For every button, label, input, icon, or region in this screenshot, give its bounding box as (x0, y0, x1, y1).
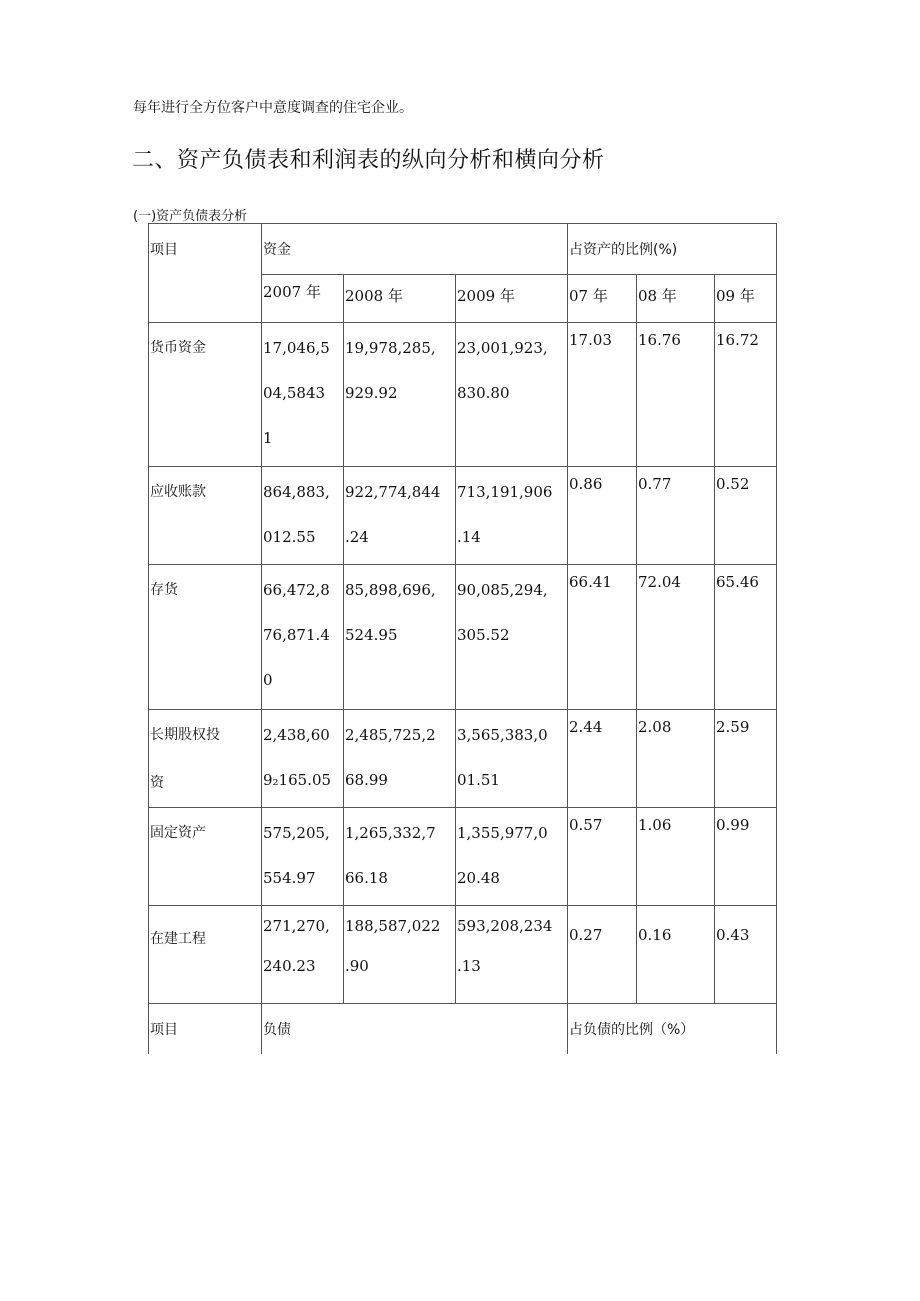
row-item: 在建工程 (150, 931, 206, 947)
ratio-year-09: 09 年 (715, 275, 777, 323)
row-ratio-09: 2.59 (716, 718, 750, 736)
year-2007: 2007 年 (262, 275, 344, 323)
row-item: 长期股权投 资 (150, 727, 220, 791)
header-funds-cell: 资金 (262, 224, 568, 275)
row-value-2007: 271,270, 240.23 (263, 917, 330, 975)
row-ratio-08: 72.04 (638, 573, 681, 591)
footer-ratio-cell: 占负债的比例（%） (569, 1022, 695, 1038)
row-ratio-09: 65.46 (716, 573, 759, 591)
row-value-2009: 1,355,977,0 20.48 (457, 824, 548, 887)
year-2008: 2008 年 (344, 275, 456, 323)
row-value-2007: 66,472,8 76,871.4 0 (263, 581, 330, 689)
table-row (149, 323, 777, 467)
row-ratio-07: 0.86 (569, 475, 603, 493)
table-row (149, 565, 777, 710)
liabilities-header-row (149, 1004, 777, 1054)
row-value-2009: 90,085,294, 305.52 (457, 581, 548, 644)
table-row (149, 710, 777, 808)
row-value-2007: 17,046,5 04,5843 1 (263, 339, 330, 447)
row-item: 存货 (150, 582, 178, 598)
row-ratio-07: 2.44 (569, 718, 603, 736)
ratio-year-07: 07 年 (568, 275, 637, 323)
ratio-year-08: 08 年 (637, 275, 715, 323)
year-2009: 2009 年 (456, 275, 568, 323)
row-ratio-08: 0.77 (638, 475, 672, 493)
table-row (149, 808, 777, 906)
table-header-row (149, 224, 777, 275)
balance-sheet-table (148, 223, 777, 1054)
row-ratio-08: 1.06 (638, 816, 672, 834)
row-value-2009: 713,191,906 .14 (457, 483, 553, 546)
table-row (149, 906, 777, 1004)
row-ratio-07: 0.57 (569, 816, 603, 834)
row-ratio-09: 0.52 (716, 475, 750, 493)
row-value-2007: 2,438,60 9₂165.05 (263, 726, 332, 789)
row-value-2009: 3,565,383,0 01.51 (457, 726, 548, 789)
table-row (149, 467, 777, 565)
row-value-2009: 23,001,923, 830.80 (457, 339, 548, 402)
intro-paragraph: 每年进行全方位客户中意度调查的住宅企业。 (133, 100, 413, 116)
row-ratio-09: 0.43 (716, 926, 750, 944)
row-value-2007: 575,205, 554.97 (263, 824, 330, 887)
row-ratio-08: 2.08 (638, 718, 672, 736)
row-item: 固定资产 (150, 825, 206, 841)
row-value-2009: 593,208,234 .13 (457, 917, 553, 975)
row-ratio-09: 16.72 (716, 331, 759, 349)
row-ratio-08: 0.16 (638, 926, 672, 944)
row-value-2008: 1,265,332,7 66.18 (345, 824, 436, 887)
subsection-title: (一)资产负债表分析 (133, 209, 248, 224)
row-ratio-07: 17.03 (569, 331, 612, 349)
row-ratio-09: 0.99 (716, 816, 750, 834)
row-value-2008: 85,898,696, 524.95 (345, 581, 436, 644)
row-ratio-08: 16.76 (638, 331, 681, 349)
row-value-2008: 19,978,285, 929.92 (345, 339, 436, 402)
row-value-2008: 2,485,725,2 68.99 (345, 726, 436, 789)
row-value-2007: 864,883, 012.55 (263, 483, 330, 546)
row-ratio-07: 66.41 (569, 573, 612, 591)
footer-liab-cell: 负债 (263, 1022, 291, 1038)
row-ratio-07: 0.27 (569, 926, 603, 944)
header-item-cell: 项目 (149, 224, 262, 323)
row-value-2008: 188,587,022 .90 (345, 917, 441, 975)
section-title: 二、资产负债表和利润表的纵向分析和横向分析 (132, 148, 605, 173)
row-value-2008: 922,774,844 .24 (345, 483, 441, 546)
footer-item-cell: 项目 (150, 1022, 178, 1038)
header-ratio-cell: 占资产的比例(%) (568, 224, 777, 275)
row-item: 货币资金 (150, 340, 206, 356)
row-item: 应收账款 (150, 484, 206, 500)
